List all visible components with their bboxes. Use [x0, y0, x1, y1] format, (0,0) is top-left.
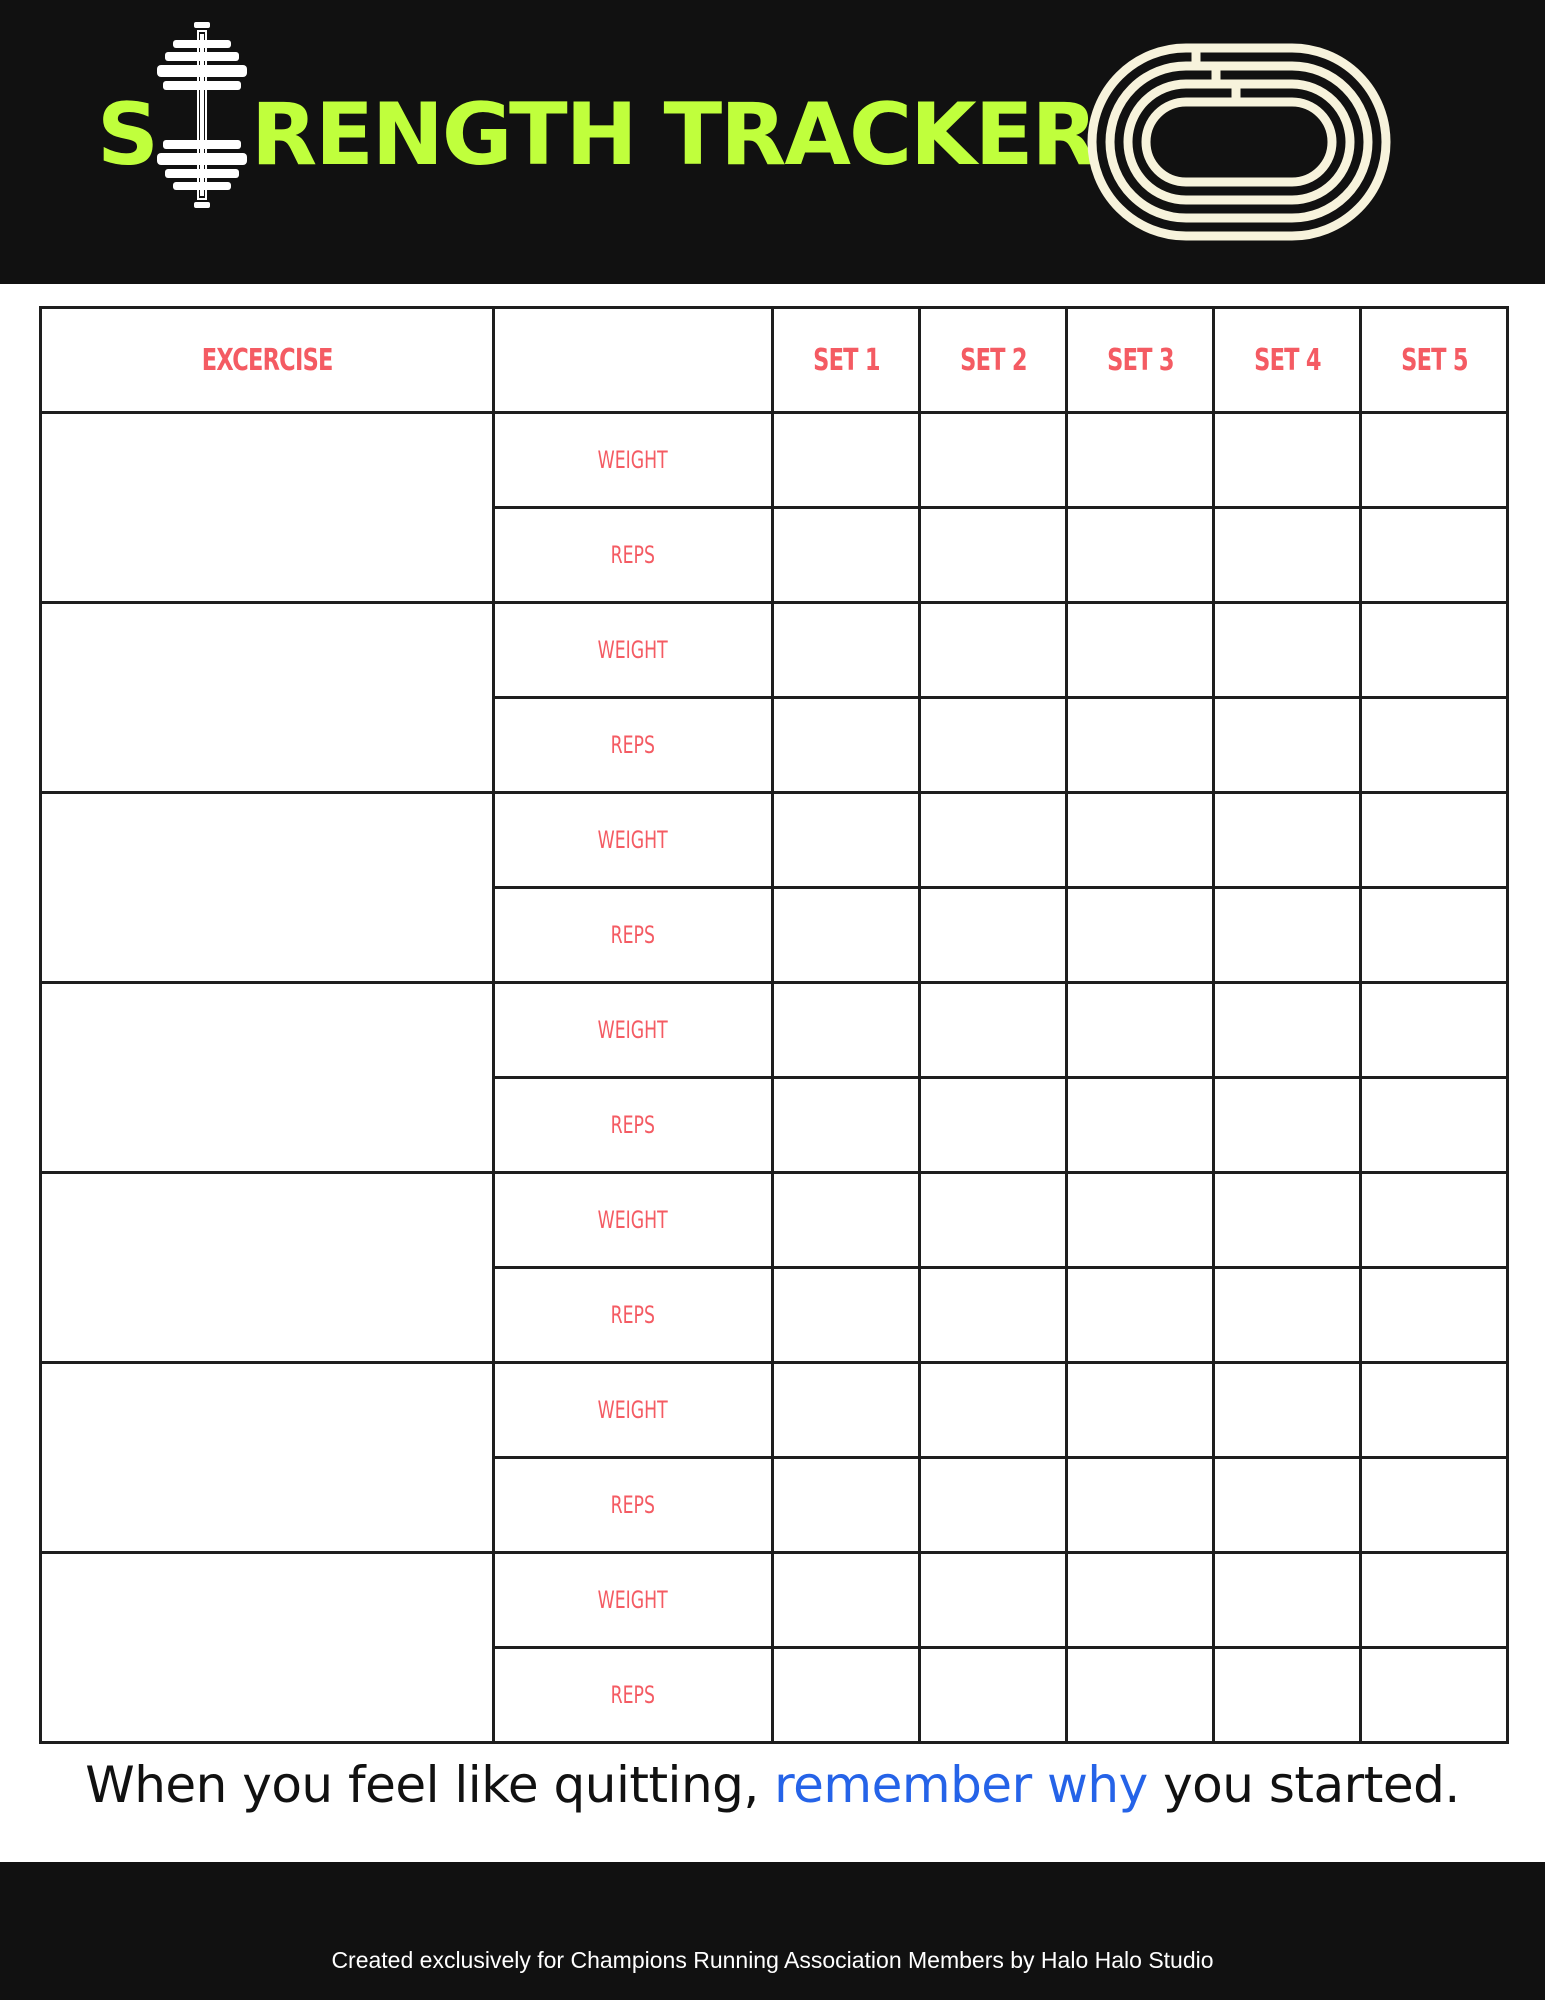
- weight-label: WEIGHT: [494, 413, 773, 508]
- reps-label: REPS: [494, 1268, 773, 1363]
- weight-set-1-cell[interactable]: [773, 793, 920, 888]
- reps-label: REPS: [494, 888, 773, 983]
- col-header-exercise: EXCERCISE: [41, 308, 494, 413]
- weight-label: WEIGHT: [494, 793, 773, 888]
- exercise-name-cell[interactable]: [41, 983, 494, 1173]
- reps-set-2-cell[interactable]: [920, 1458, 1067, 1553]
- quote-part-1: When you feel like quitting,: [85, 1756, 775, 1814]
- weight-set-4-cell[interactable]: [1214, 1173, 1361, 1268]
- weight-set-2-cell[interactable]: [920, 1173, 1067, 1268]
- reps-set-1-cell[interactable]: [773, 1078, 920, 1173]
- title-rest: RENGTH TRACKER: [250, 85, 1096, 185]
- weight-set-3-cell[interactable]: [1067, 603, 1214, 698]
- exercise-name-cell[interactable]: [41, 603, 494, 793]
- weight-set-1-cell[interactable]: [773, 413, 920, 508]
- table-row: [41, 983, 1508, 1078]
- weight-set-1-cell[interactable]: [773, 1173, 920, 1268]
- weight-label: WEIGHT: [494, 1173, 773, 1268]
- exercise-name-cell[interactable]: [41, 1363, 494, 1553]
- weight-set-2-cell[interactable]: [920, 413, 1067, 508]
- weight-set-4-cell[interactable]: [1214, 1363, 1361, 1458]
- reps-set-4-cell[interactable]: [1214, 698, 1361, 793]
- reps-set-3-cell[interactable]: [1067, 508, 1214, 603]
- quote-part-2: you started.: [1147, 1756, 1460, 1814]
- barbell-icon: [153, 20, 251, 210]
- table-row: [41, 413, 1508, 508]
- motivational-quote: [0, 1756, 1545, 1814]
- weight-set-1-cell[interactable]: [773, 603, 920, 698]
- col-header-set-5: SET 5: [1361, 308, 1508, 413]
- header-banner: [0, 0, 1545, 284]
- strength-tracker-table: [39, 306, 1509, 1744]
- weight-set-2-cell[interactable]: [920, 1553, 1067, 1648]
- quote-highlight: remember why: [774, 1756, 1148, 1814]
- reps-set-5-cell[interactable]: [1361, 1268, 1508, 1363]
- reps-set-1-cell[interactable]: [773, 888, 920, 983]
- reps-label: REPS: [494, 1458, 773, 1553]
- exercise-name-cell[interactable]: [41, 1173, 494, 1363]
- reps-set-4-cell[interactable]: [1214, 888, 1361, 983]
- reps-set-1-cell[interactable]: [773, 508, 920, 603]
- reps-set-2-cell[interactable]: [920, 888, 1067, 983]
- weight-label: WEIGHT: [494, 1363, 773, 1458]
- weight-set-2-cell[interactable]: [920, 603, 1067, 698]
- weight-label: WEIGHT: [494, 1553, 773, 1648]
- table-row: [41, 603, 1508, 698]
- weight-set-4-cell[interactable]: [1214, 983, 1361, 1078]
- running-track-icon: [1086, 42, 1392, 242]
- reps-set-3-cell[interactable]: [1067, 1648, 1214, 1743]
- exercise-name-cell[interactable]: [41, 793, 494, 983]
- table-header-row: [41, 308, 1508, 413]
- reps-set-5-cell[interactable]: [1361, 888, 1508, 983]
- weight-set-3-cell[interactable]: [1067, 413, 1214, 508]
- table-row: [41, 793, 1508, 888]
- weight-set-5-cell[interactable]: [1361, 413, 1508, 508]
- col-header-set-1: SET 1: [773, 308, 920, 413]
- reps-set-2-cell[interactable]: [920, 1268, 1067, 1363]
- reps-set-2-cell[interactable]: [920, 508, 1067, 603]
- reps-set-5-cell[interactable]: [1361, 1458, 1508, 1553]
- weight-set-5-cell[interactable]: [1361, 983, 1508, 1078]
- weight-set-4-cell[interactable]: [1214, 1553, 1361, 1648]
- weight-set-2-cell[interactable]: [920, 1363, 1067, 1458]
- reps-set-3-cell[interactable]: [1067, 888, 1214, 983]
- reps-set-5-cell[interactable]: [1361, 698, 1508, 793]
- exercise-name-cell[interactable]: [41, 1553, 494, 1743]
- reps-set-2-cell[interactable]: [920, 1648, 1067, 1743]
- reps-set-4-cell[interactable]: [1214, 508, 1361, 603]
- reps-set-4-cell[interactable]: [1214, 1078, 1361, 1173]
- weight-set-1-cell[interactable]: [773, 1363, 920, 1458]
- reps-set-3-cell[interactable]: [1067, 1078, 1214, 1173]
- table-row: [41, 1173, 1508, 1268]
- reps-set-4-cell[interactable]: [1214, 1648, 1361, 1743]
- weight-set-3-cell[interactable]: [1067, 793, 1214, 888]
- reps-set-1-cell[interactable]: [773, 1268, 920, 1363]
- reps-set-5-cell[interactable]: [1361, 1078, 1508, 1173]
- weight-set-5-cell[interactable]: [1361, 793, 1508, 888]
- weight-set-5-cell[interactable]: [1361, 603, 1508, 698]
- weight-set-4-cell[interactable]: [1214, 413, 1361, 508]
- title-first-letter: S: [97, 85, 157, 185]
- col-header-metric: [494, 308, 773, 413]
- weight-set-3-cell[interactable]: [1067, 1553, 1214, 1648]
- reps-label: REPS: [494, 508, 773, 603]
- reps-set-1-cell[interactable]: [773, 698, 920, 793]
- weight-label: WEIGHT: [494, 983, 773, 1078]
- reps-set-2-cell[interactable]: [920, 1078, 1067, 1173]
- weight-set-3-cell[interactable]: [1067, 983, 1214, 1078]
- weight-label: WEIGHT: [494, 603, 773, 698]
- reps-label: REPS: [494, 1648, 773, 1743]
- weight-set-3-cell[interactable]: [1067, 1173, 1214, 1268]
- weight-set-4-cell[interactable]: [1214, 793, 1361, 888]
- weight-set-5-cell[interactable]: [1361, 1173, 1508, 1268]
- table-row: [41, 1363, 1508, 1458]
- weight-set-4-cell[interactable]: [1214, 603, 1361, 698]
- reps-set-5-cell[interactable]: [1361, 1648, 1508, 1743]
- reps-set-1-cell[interactable]: [773, 1648, 920, 1743]
- reps-set-3-cell[interactable]: [1067, 1268, 1214, 1363]
- weight-set-5-cell[interactable]: [1361, 1363, 1508, 1458]
- weight-set-2-cell[interactable]: [920, 983, 1067, 1078]
- reps-set-2-cell[interactable]: [920, 698, 1067, 793]
- footer-credit: Created exclusively for Champions Running Association Members by Halo Halo Studio: [331, 1947, 1214, 1973]
- weight-set-5-cell[interactable]: [1361, 1553, 1508, 1648]
- footer-banner: [0, 1862, 1545, 2000]
- weight-set-1-cell[interactable]: [773, 1553, 920, 1648]
- reps-set-1-cell[interactable]: [773, 1458, 920, 1553]
- page-title: [97, 80, 1096, 190]
- reps-set-5-cell[interactable]: [1361, 508, 1508, 603]
- weight-set-2-cell[interactable]: [920, 793, 1067, 888]
- reps-set-4-cell[interactable]: [1214, 1458, 1361, 1553]
- reps-set-3-cell[interactable]: [1067, 1458, 1214, 1553]
- col-header-set-4: SET 4: [1214, 308, 1361, 413]
- reps-label: REPS: [494, 698, 773, 793]
- exercise-name-cell[interactable]: [41, 413, 494, 603]
- table-row: [41, 1553, 1508, 1648]
- weight-set-1-cell[interactable]: [773, 983, 920, 1078]
- reps-label: REPS: [494, 1078, 773, 1173]
- col-header-set-3: SET 3: [1067, 308, 1214, 413]
- weight-set-3-cell[interactable]: [1067, 1363, 1214, 1458]
- reps-set-3-cell[interactable]: [1067, 698, 1214, 793]
- reps-set-4-cell[interactable]: [1214, 1268, 1361, 1363]
- col-header-set-2: SET 2: [920, 308, 1067, 413]
